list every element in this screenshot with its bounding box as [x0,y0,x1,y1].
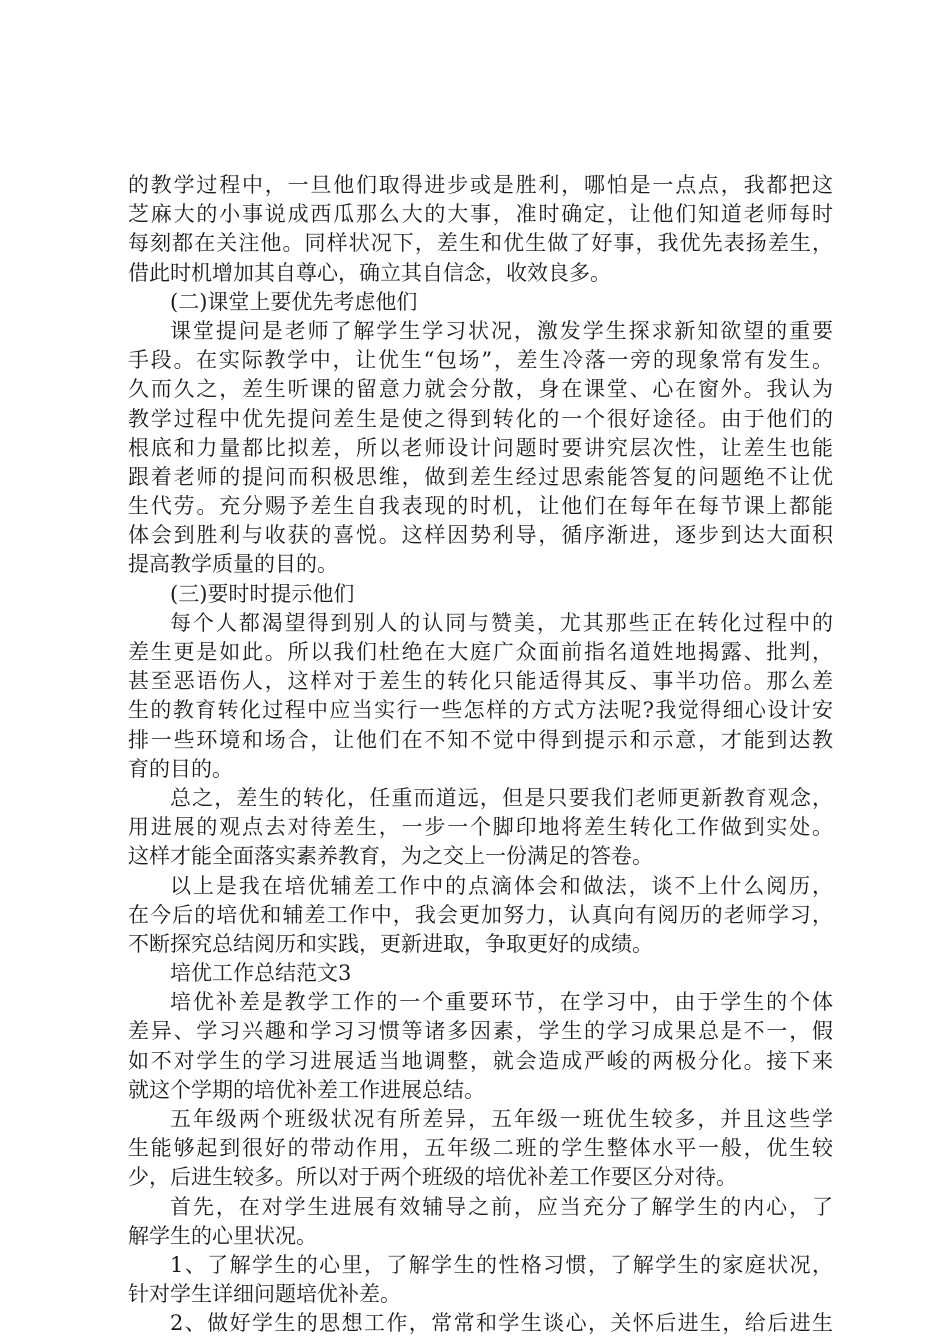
text-line: 首先，在对学生进展有效辅导之前，应当充分了解学生的内心，了 [170,1194,833,1219]
text-line: 差生更是如此。所以我们杜绝在大庭广众面前指名道姓地揭露、批判， [128,640,833,664]
text-line: 在今后的培优和辅差工作中，我会更加努力，认真向有阅历的老师学习， [128,902,833,927]
text-line: 解学生的心里状况。 [128,1223,317,1248]
section-heading: 培优工作总结范文3 [170,961,352,986]
text-line: 生代劳。充分赐予差生自我表现的时机，让他们在每年在每节课上都能 [128,494,833,519]
text-line: 这样才能全面落实素养教育，为之交上一份满足的答卷。 [128,844,653,869]
text-line: 每刻都在关注他。同样状况下，差生和优生做了好事，我优先表扬差生， [128,231,833,256]
text-line: 提高教学质量的目的。 [128,552,338,577]
text-line: 课堂提问是老师了解学生学习状况，激发学生探求新知欲望的重要 [170,318,833,343]
text-line: 不断探究总结阅历和实践，更新进取，争取更好的成绩。 [128,931,653,956]
text-line: 差异、学习兴趣和学习习惯等诸多因素，学生的学习成果总是不一，假 [128,1019,833,1044]
text-line: 芝麻大的小事说成西瓜那么大的大事，准时确定，让他们知道老师每时 [128,202,833,227]
text-line: 甚至恶语伤人，这样对于差生的转化只能适得其反、事半功倍。那么差 [128,669,833,694]
text-line: 育的目的。 [128,756,233,781]
text-line: 以上是我在培优辅差工作中的点滴体会和做法，谈不上什么阅历， [170,873,833,898]
document-page [128,171,833,1339]
text-line: 如不对学生的学习进展适当地调整，就会造成严峻的两极分化。接下来 [128,1048,833,1073]
text-line: 1、了解学生的心里，了解学生的性格习惯，了解学生的家庭状况， [170,1252,833,1277]
text-line: 培优补差是教学工作的一个重要环节，在学习中，由于学生的个体 [170,990,833,1015]
text-line: 手段。在实际教学中，让优生“包场”，差生冷落一旁的现象常有发生。 [128,348,833,373]
text-line: 每个人都渴望得到别人的认同与赞美，尤其那些正在转化过程中的 [170,610,833,635]
text-line: 五年级两个班级状况有所差异，五年级一班优生较多，并且这些学 [170,1107,833,1131]
text-line: 生能够起到很好的带动作用，五年级二班的学生整体水平一般，优生较 [128,1136,833,1161]
text-line: 就这个学期的培优补差工作进展总结。 [128,1077,485,1102]
text-line: 2、做好学生的思想工作，常常和学生谈心，关怀后进生，给后进生 [170,1311,833,1336]
text-line: 的教学过程中，一旦他们取得进步或是胜利，哪怕是一点点，我都把这 [128,173,833,197]
section-heading: (二)课堂上要优先考虑他们 [170,289,418,314]
text-line: 针对学生详细问题培优补差。 [128,1282,401,1307]
text-line: 体会到胜利与收获的喜悦。这样因势利导，循序渐进，逐步到达大面积 [128,523,833,548]
text-line: 教学过程中优先提问差生是使之得到转化的一个很好途径。由于他们的 [128,406,833,431]
text-line: 总之，差生的转化，任重而道远，但是只要我们老师更新教育观念， [170,785,833,810]
text-line: 借此时机增加其自尊心，确立其自信念，收效良多。 [128,260,611,285]
text-line: 排一些环境和场合，让他们在不知不觉中得到提示和示意，才能到达教 [128,727,833,752]
text-line: 久而久之，差生听课的留意力就会分散，身在课堂、心在窗外。我认为 [128,377,833,402]
text-line: 跟着老师的提问而积极思维，做到差生经过思索能答复的问题绝不让优 [128,464,833,489]
section-heading: (三)要时时提示他们 [170,581,355,606]
text-line: 生的教育转化过程中应当实行一些怎样的方式方法呢?我觉得细心设计安 [128,698,833,723]
text-line: 用进展的观点去对待差生，一步一个脚印地将差生转化工作做到实处。 [128,815,833,840]
text-line: 少，后进生较多。所以对于两个班级的培优补差工作要区分对待。 [128,1165,737,1190]
text-line: 根底和力量都比拟差，所以老师设计问题时要讲究层次性，让差生也能 [128,435,833,460]
